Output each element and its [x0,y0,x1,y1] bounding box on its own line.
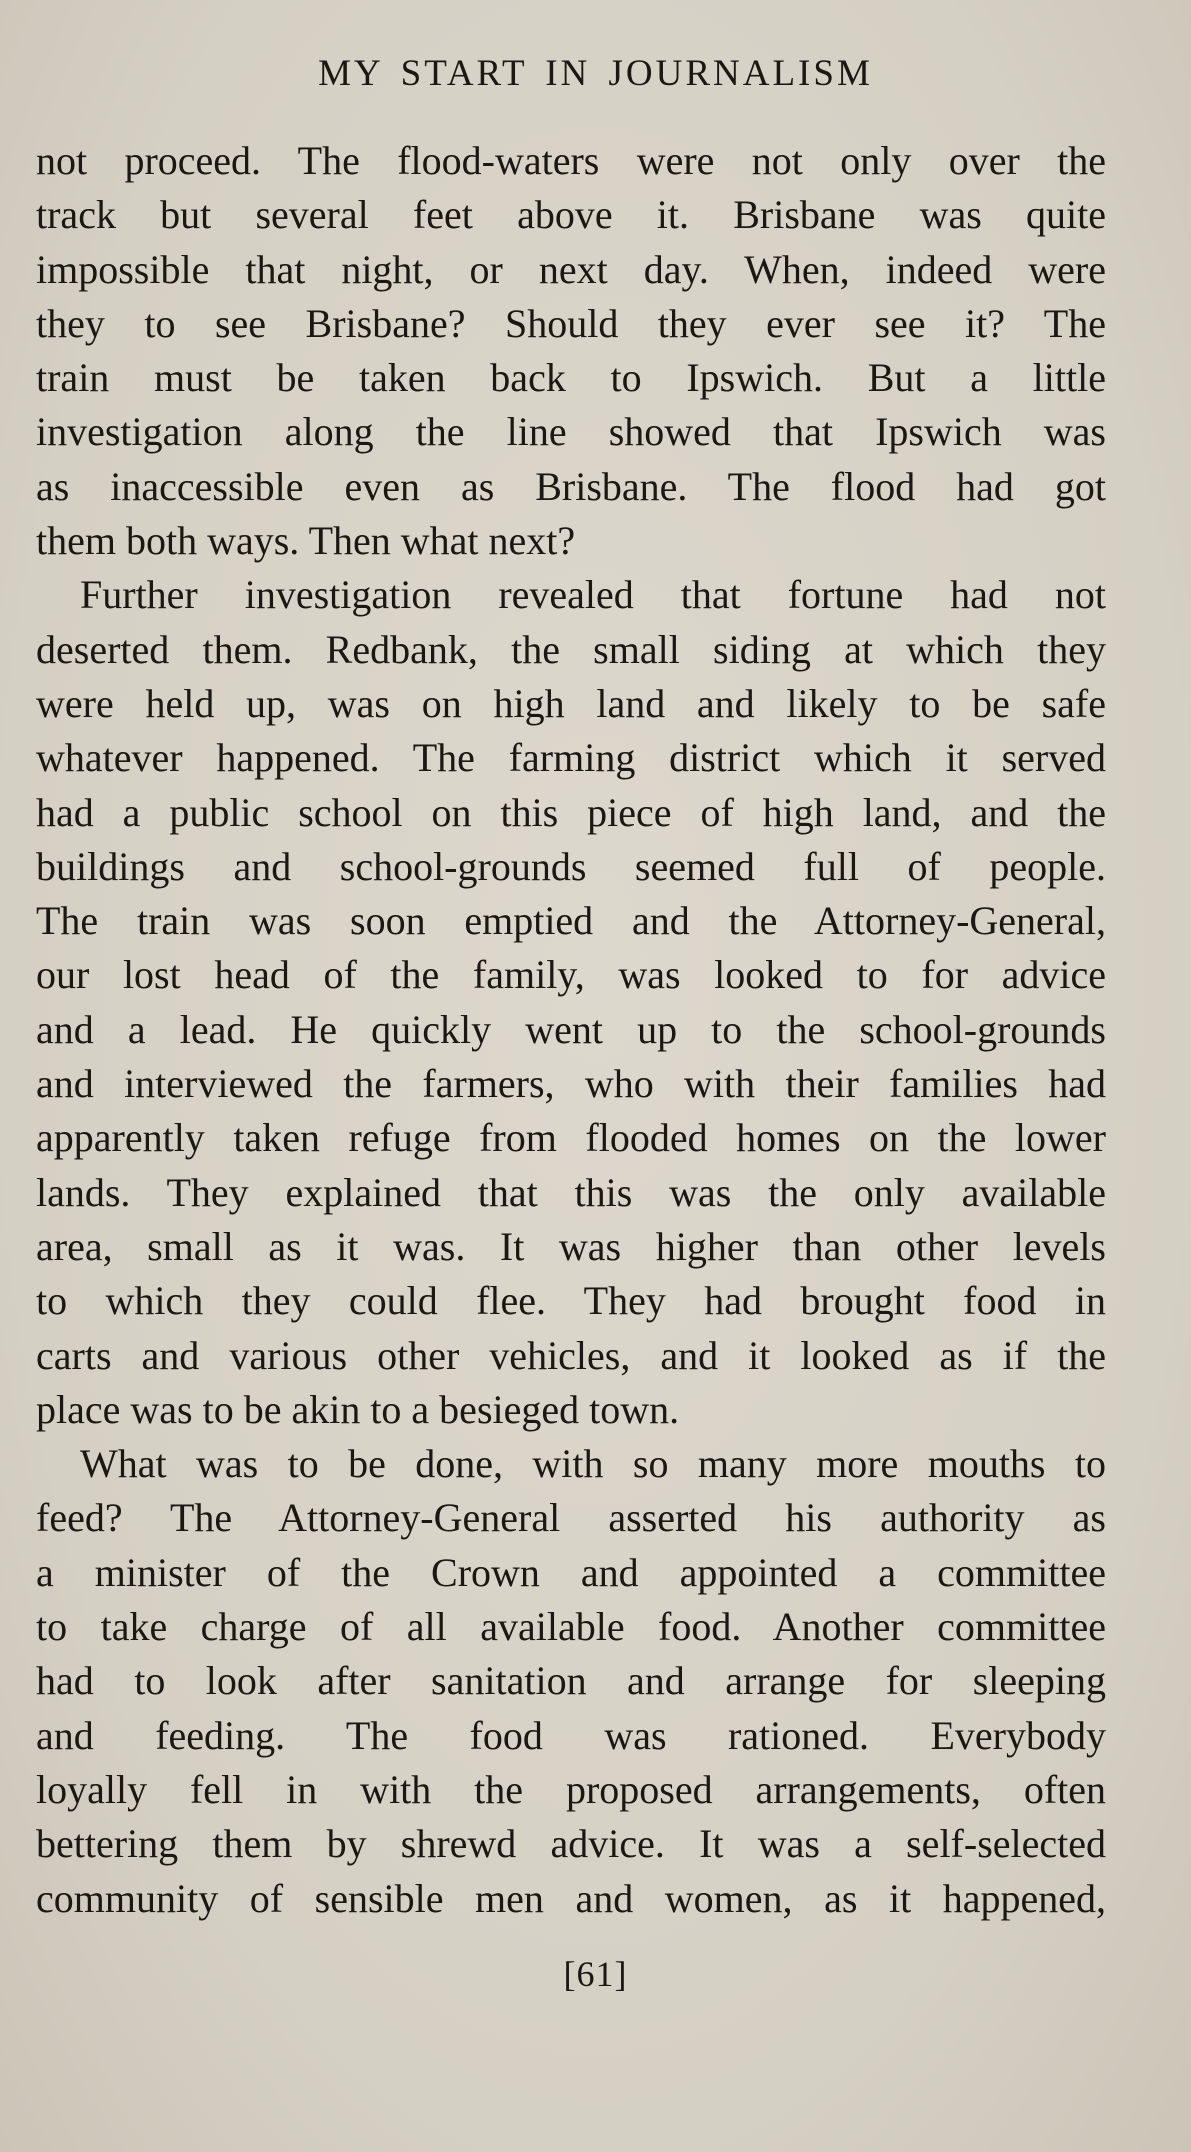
text-line: they to see Brisbane? Should they ever see it? The [36,300,1106,346]
text-line: Further investigation revealed that fortune had not [80,572,1106,618]
text-line: were held up, was on high land and likely to be safe [36,680,1106,726]
text-line: and a lead. He quickly went up to the school-grounds [36,1006,1106,1052]
text-line: place was to be akin to a besieged town. [36,1386,680,1432]
text-line: loyally fell in with the proposed arrangements, often [36,1766,1106,1812]
text-line: community of sensible men and women, as it happened, [36,1875,1106,1921]
text-line: What was to be done, with so many more mouths to [80,1441,1106,1487]
text-line: as inaccessible even as Brisbane. The flood had got [36,463,1106,509]
text-line: track but several feet above it. Brisbane was quite [36,192,1106,238]
running-head: MY START IN JOURNALISM [318,53,873,94]
text-line: apparently taken refuge from flooded homes on the lower [36,1115,1106,1161]
text-line: them both ways. Then what next? [36,518,576,564]
text-line: and interviewed the farmers, who with their families had [36,1061,1106,1107]
text-line: whatever happened. The farming district which it served [36,735,1106,781]
page-number: [61] [563,1954,628,1994]
text-line: deserted them. Redbank, the small siding at which they [36,626,1106,672]
text-line: our lost head of the family, was looked to for advice [36,952,1106,998]
text-line: to which they could flee. They had brought food in [36,1278,1106,1324]
text-line: carts and various other vehicles, and it looked as if the [36,1332,1106,1378]
text-line: a minister of the Crown and appointed a committee [36,1549,1106,1595]
text-line: area, small as it was. It was higher than other levels [36,1223,1106,1269]
text-line: train must be taken back to Ipswich. But a little [36,355,1106,401]
text-line: bettering them by shrewd advice. It was a self-selected [36,1821,1106,1867]
text-line: had a public school on this piece of high land, and the [36,789,1106,835]
text-line: impossible that night, or next day. When, indeed were [36,246,1106,292]
body-text [36,134,1106,1926]
text-line: investigation along the line showed that Ipswich was [36,409,1106,455]
text-line: The train was soon emptied and the Attorney-General, [36,898,1106,944]
text-line: and feeding. The food was rationed. Everybody [36,1712,1106,1758]
text-line: lands. They explained that this was the only available [36,1169,1106,1215]
text-line: had to look after sanitation and arrange for sleeping [36,1658,1106,1704]
text-line: buildings and school-grounds seemed full of people. [36,843,1106,889]
text-line: feed? The Attorney-General asserted his authority as [36,1495,1106,1541]
text-line: not proceed. The flood-waters were not only over the [36,138,1106,183]
text-line: to take charge of all available food. Another committee [36,1604,1106,1650]
